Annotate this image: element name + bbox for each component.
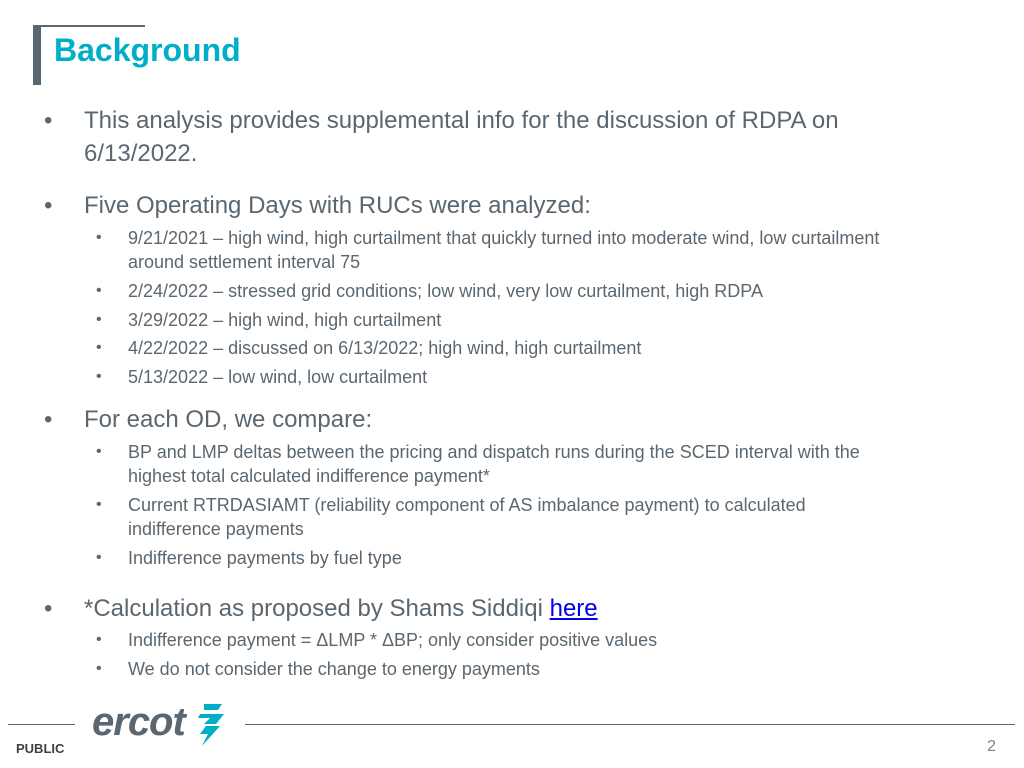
- sub-bullet-marker: •: [96, 339, 102, 356]
- sub-bullet-operating-day: [96, 226, 988, 250]
- title-top-rule: [41, 25, 145, 27]
- sub-bullet-marker: •: [96, 311, 102, 328]
- sub-bullet-operating-day: [96, 365, 988, 389]
- here-link[interactable]: here: [549, 595, 598, 622]
- sub-bullet-text: indifference payments: [128, 519, 304, 539]
- ercot-logo: [92, 700, 232, 750]
- bullet-analysis-continued: [84, 137, 944, 170]
- bullet-text: For each OD, we compare:: [84, 406, 373, 433]
- title-accent-bar: [33, 25, 41, 85]
- sub-bullet-operating-day: [96, 336, 988, 360]
- classification-label: PUBLIC: [16, 741, 65, 756]
- bullet-comparison: [44, 403, 944, 436]
- sub-bullet-text: Indifference payments by fuel type: [128, 548, 402, 568]
- bullet-text: 6/13/2022.: [84, 140, 198, 167]
- footer-rule-right: [245, 724, 1015, 725]
- footer-rule-left: [8, 724, 75, 725]
- sub-bullet-comparison: [96, 493, 988, 517]
- sub-bullet-text: Current RTRDASIAMT (reliability component of AS imbalance payment) to calculated: [128, 495, 806, 515]
- sub-bullet-text: 9/21/2021 – high wind, high curtailment that quickly turned into moderate wind, low curtailment: [128, 228, 880, 248]
- sub-bullet-continued: [128, 517, 988, 541]
- lightning-bolt-icon: [190, 702, 226, 748]
- sub-bullet-marker: •: [96, 496, 102, 513]
- sub-bullet-marker: •: [96, 443, 102, 460]
- slide-title: Background: [54, 32, 241, 68]
- sub-bullet-text: 2/24/2022 – stressed grid conditions; low wind, very low curtailment, high RDPA: [128, 281, 763, 301]
- bullet-calculation: [44, 592, 944, 625]
- bullet-text: This analysis provides supplemental info for the discussion of RDPA on: [84, 107, 839, 134]
- sub-bullet-text: We do not consider the change to energy payments: [128, 659, 540, 679]
- sub-bullet-text: 5/13/2022 – low wind, low curtailment: [128, 367, 428, 387]
- sub-bullet-text: 4/22/2022 – discussed on 6/13/2022; high wind, high curtailment: [128, 338, 642, 358]
- logo-wordmark: ercot: [92, 700, 185, 744]
- sub-bullet-marker: •: [96, 368, 102, 385]
- sub-bullet-text: highest total calculated indifference payment*: [128, 466, 490, 486]
- sub-bullet-text: BP and LMP deltas between the pricing and dispatch runs during the SCED interval with the: [128, 442, 860, 462]
- bullet-text: *Calculation as proposed by Shams Siddiqi: [84, 595, 550, 622]
- sub-bullet-text: 3/29/2022 – high wind, high curtailment: [128, 310, 442, 330]
- bullet-analysis: [44, 104, 944, 137]
- sub-bullet-marker: •: [96, 631, 102, 648]
- sub-bullet-text: around settlement interval 75: [128, 252, 361, 272]
- sub-bullet-comparison: [96, 546, 988, 570]
- bullet-marker: •: [44, 192, 53, 219]
- page-number: 2: [987, 738, 996, 755]
- sub-bullet-text: Indifference payment = ΔLMP * ΔBP; only consider positive values: [128, 630, 658, 650]
- bullet-marker: •: [44, 595, 53, 622]
- sub-bullet-operating-day: [96, 279, 988, 303]
- bullet-marker: •: [44, 107, 53, 134]
- sub-bullet-continued: [128, 250, 988, 274]
- sub-bullet-calculation: [96, 657, 988, 681]
- sub-bullet-marker: •: [96, 229, 102, 246]
- bullet-text: Five Operating Days with RUCs were analyzed:: [84, 192, 591, 219]
- sub-bullet-marker: •: [96, 282, 102, 299]
- sub-bullet-continued: [128, 464, 988, 488]
- sub-bullet-calculation: [96, 628, 988, 652]
- bullet-marker: •: [44, 406, 53, 433]
- sub-bullet-operating-day: [96, 308, 988, 332]
- bullet-operating-days: [44, 189, 944, 222]
- sub-bullet-marker: •: [96, 660, 102, 677]
- sub-bullet-comparison: [96, 440, 988, 464]
- sub-bullet-marker: •: [96, 549, 102, 566]
